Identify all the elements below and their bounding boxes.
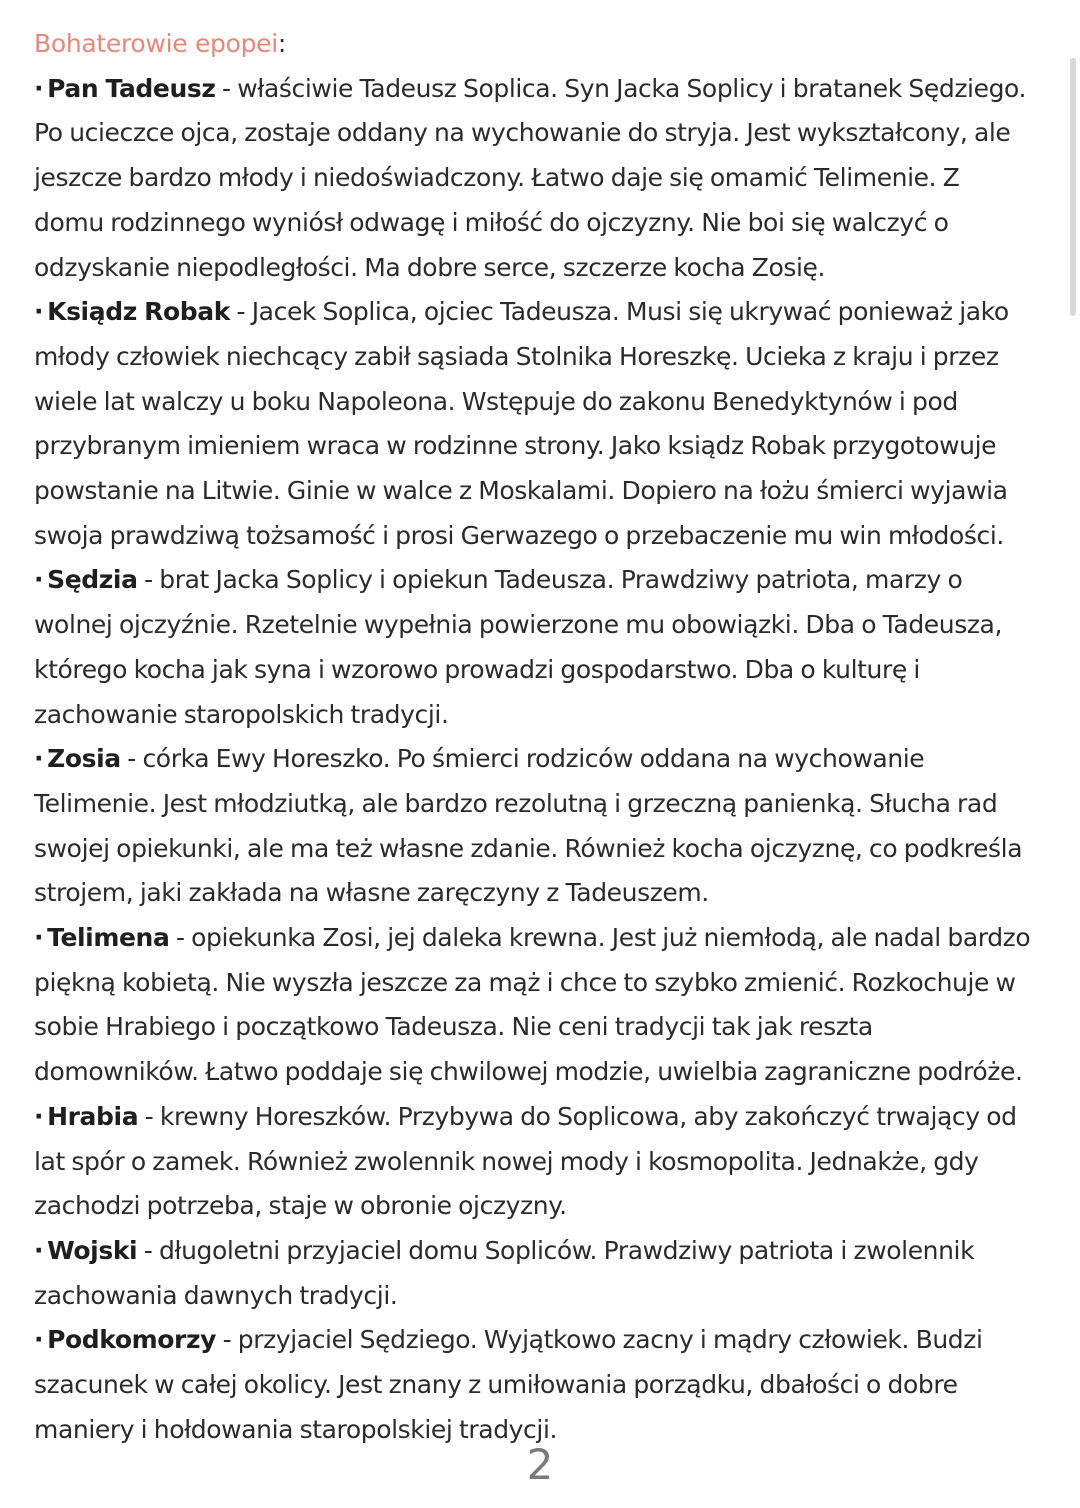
character-entry-telimena — [34, 916, 1034, 1095]
character-entry-ksiadz-robak — [34, 290, 1034, 558]
character-name: Hrabia — [47, 1101, 139, 1131]
name-separator: - — [216, 1325, 238, 1355]
scrollbar-thumb[interactable] — [1070, 58, 1076, 316]
character-description: brat Jacka Soplicy i opiekun Tadeusza. Prawdziwy patriota, marzy o wolnej ojczyźnie. Rzetelnie wypełnia powierzone mu obowiązki. Dba o Tadeusza, którego kocha jak syna i wzorowo prowadzi gospodarstwo. Dba o kulturę i zachowanie staropolskich tradycji. — [34, 565, 1003, 729]
character-entry-zosia — [34, 737, 1034, 916]
bullet-icon: · — [34, 565, 44, 595]
name-separator: - — [120, 744, 143, 774]
character-name: Wojski — [47, 1235, 138, 1265]
character-description: właściwie Tadeusz Soplica. Syn Jacka Soplicy i bratanek Sędziego. Po ucieczce ojca, zostaje oddany na wychowanie do stryja. Jest wykształcony, ale jeszcze bardzo młody i niedoświadczony. Łatwo daje się omamić Telimenie. Z domu rodzinnego wyniósł odwagę i miłość do ojczyzny. Nie boi się walczyć o odzyskanie niepodległości. Ma dobre serce, szczerze kocha Zosię. — [34, 73, 1027, 282]
character-description: Jacek Soplica, ojciec Tadeusza. Musi się ukrywać ponieważ jako młody człowiek niechcący zabił sąsiada Stolnika Horeszkę. Ucieka z kraju i przez wiele lat walczy u boku Napoleona. Wstępuje do zakonu Benedyktynów i pod przybranym imieniem wraca w rodzinne strony. Jako ksiądz Robak przygotowuje powstanie na Litwie. Ginie w walce z Moskalami. Dopiero na łożu śmierci wyjawia swoja prawdziwą tożsamość i prosi Gerwazego o przebaczenie mu win młodości. — [34, 297, 1009, 550]
character-description: opiekunka Zosi, jej daleka krewna. Jest już niemłodą, ale nadal bardzo piękną kobietą. Nie wyszła jeszcze za mąż i chce to szybko zmienić. Rozkochuje w sobie Hrabiego i początkowo Tadeusza. Nie ceni tradycji tak jak reszta domowników. Łatwo poddaje się chwilowej modzie, uwielbia zagraniczne podróże. — [34, 923, 1031, 1087]
character-name: Telimena — [47, 923, 170, 953]
name-separator: - — [169, 923, 192, 953]
section-heading — [34, 22, 1034, 67]
character-name: Podkomorzy — [47, 1325, 217, 1355]
name-separator: - — [137, 1235, 159, 1265]
character-description: krewny Horeszków. Przybywa do Soplicowa, aby zakończyć trwający od lat spór o zamek. Również zwolennik nowej mody i kosmopolita. Jednakże, gdy zachodzi potrzeba, staje w obronie ojczyzny. — [34, 1101, 1017, 1221]
character-entry-podkomorzy — [34, 1318, 1034, 1452]
bullet-icon: · — [34, 1325, 44, 1355]
character-description: córka Ewy Horeszko. Po śmierci rodziców oddana na wychowanie Telimenie. Jest młodziutką, ale bardzo rezolutną i grzeczną panienką. Słucha rad swojej opiekunki, ale ma też własne zdanie. Również kocha ojczyznę, co podkreśla strojem, jaki zakłada na własne zaręczyny z Tadeuszem. — [34, 744, 1023, 908]
character-name: Sędzia — [47, 565, 138, 595]
character-entry-wojski — [34, 1229, 1034, 1318]
character-entry-hrabia — [34, 1095, 1034, 1229]
character-name: Pan Tadeusz — [47, 73, 216, 103]
character-entry-pan-tadeusz — [34, 67, 1034, 291]
name-separator: - — [137, 565, 160, 595]
bullet-icon: · — [34, 1235, 44, 1265]
bullet-icon: · — [34, 744, 44, 774]
bullet-icon: · — [34, 1101, 44, 1131]
character-description: długoletni przyjaciel domu Sopliców. Prawdziwy patriota i zwolennik zachowania dawnych tradycji. — [34, 1235, 975, 1310]
document-page — [34, 22, 1034, 1453]
name-separator: - — [229, 297, 252, 327]
name-separator: - — [138, 1101, 160, 1131]
name-separator: - — [215, 73, 238, 103]
character-description: przyjaciel Sędziego. Wyjątkowo zacny i mądry człowiek. Budzi szacunek w całej okolicy. Jest znany z umiłowania porządku, dbałości o dobre maniery i hołdowania staropolskiej tradycji. — [34, 1325, 983, 1444]
character-entry-sedzia — [34, 558, 1034, 737]
character-name: Ksiądz Robak — [47, 297, 230, 327]
bullet-icon: · — [34, 297, 44, 327]
bullet-icon: · — [34, 73, 44, 103]
page-number: 2 — [526, 1440, 554, 1489]
bullet-icon: · — [34, 923, 44, 953]
heading-text: Bohaterowie epopei — [34, 29, 278, 58]
heading-colon: : — [277, 29, 287, 58]
character-name: Zosia — [47, 744, 121, 774]
